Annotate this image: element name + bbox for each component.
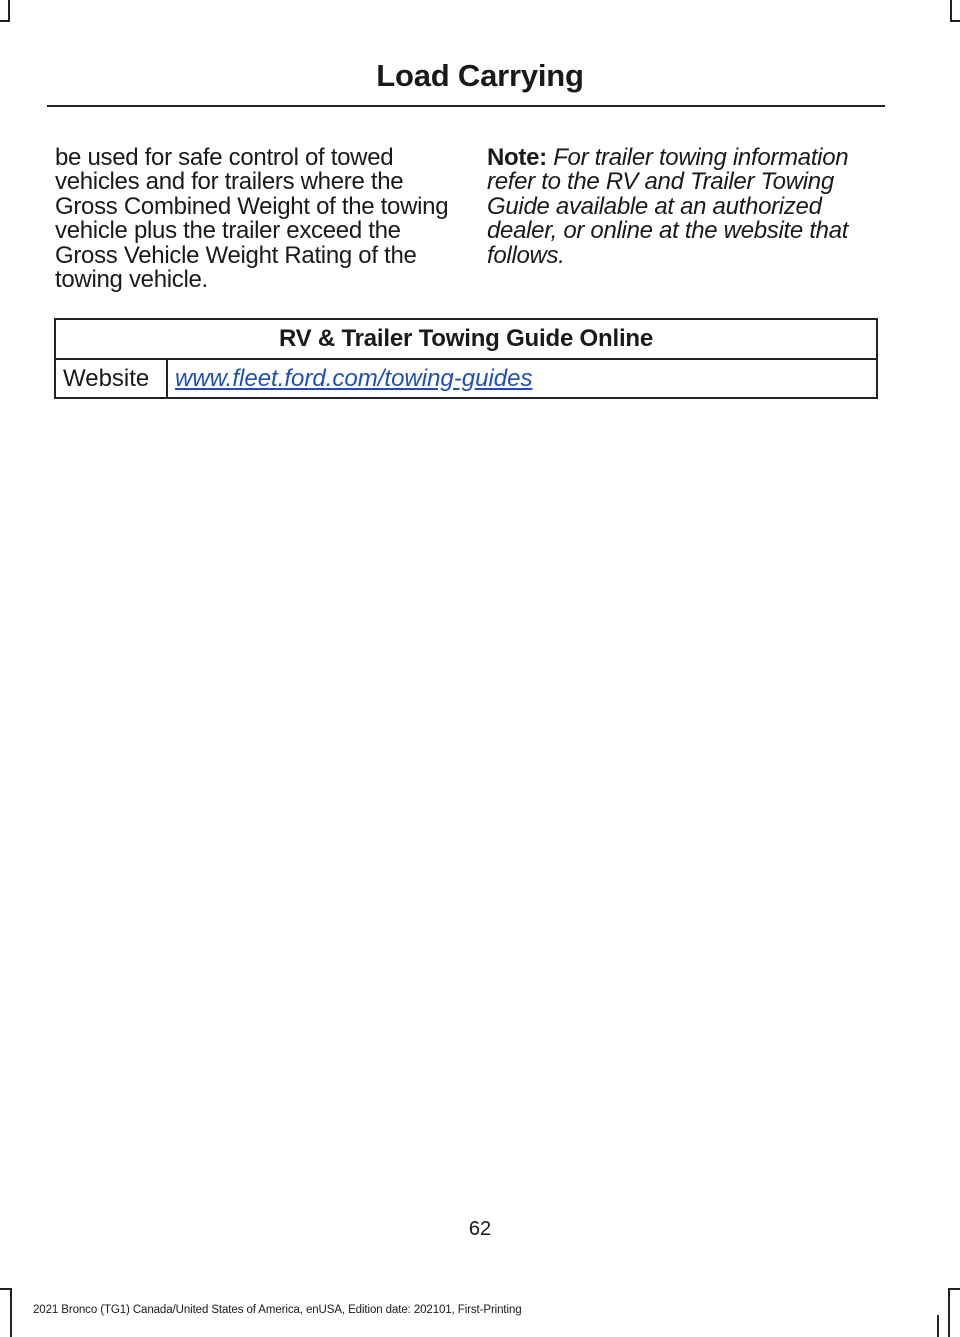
towing-guides-link[interactable]: www.fleet.ford.com/towing-guides — [175, 364, 533, 392]
crop-mark-bottom-left — [10, 1288, 12, 1337]
table-row — [55, 359, 877, 398]
crop-mark-top-left — [0, 20, 10, 22]
crop-mark-bottom-right — [948, 1288, 950, 1337]
table-header-row — [55, 319, 877, 359]
crop-mark-top-right — [950, 0, 952, 21]
edition-footer: 2021 Bronco (TG1) Canada/United States of America, enUSA, Edition date: 202101, First-Printing — [33, 1304, 522, 1316]
table-cell-label: Website — [55, 359, 167, 398]
table-cell-value — [167, 359, 877, 398]
note-label: Note: — [487, 144, 547, 171]
table-title: RV & Trailer Towing Guide Online — [55, 319, 877, 359]
note-text: For trailer towing information refer to the RV and Trailer Towing Guide available at an authorized dealer, or online at the website that follows. — [487, 144, 849, 269]
crop-mark-bottom-right — [948, 1288, 960, 1290]
crop-mark-right-middle — [937, 1315, 939, 1337]
crop-mark-top-right — [950, 20, 960, 22]
note-paragraph — [487, 146, 882, 268]
header-divider — [47, 105, 885, 107]
page-title: Load Carrying — [376, 58, 584, 93]
crop-mark-top-left — [8, 0, 10, 21]
crop-mark-bottom-left — [0, 1288, 12, 1290]
page-number: 62 — [468, 1218, 492, 1240]
body-paragraph: be used for safe control of towed vehicles and for trailers where the Gross Combined Weight of the towing vehicle plus the trailer exceed the Gross Vehicle Weight Rating of the towing vehicle. — [55, 144, 449, 294]
towing-guide-table — [54, 318, 878, 399]
